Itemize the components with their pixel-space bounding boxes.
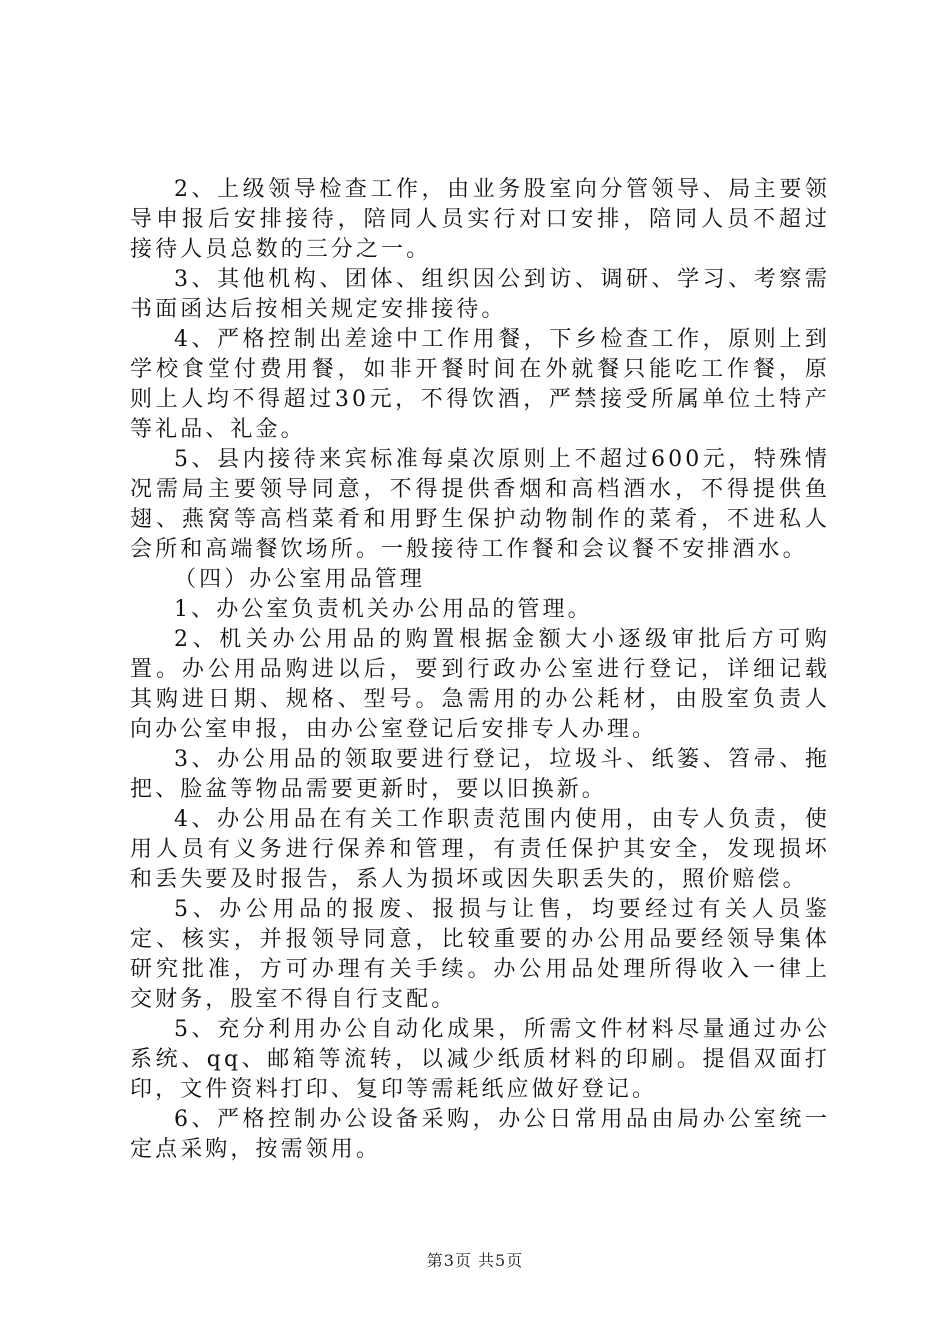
paragraph-supplies-collection: 3、办公用品的领取要进行登记，垃圾斗、纸篓、笤帚、拖把、脸盆等物品需要更新时，要以旧换新。 (130, 747, 830, 802)
paragraph-office-automation: 5、充分利用办公自动化成果，所需文件材料尽量通过办公系统、qq、邮箱等流转，以减少纸质材料的印刷。提倡双面打印，文件资料打印、复印等需耗纸应做好登记。 (130, 1017, 830, 1102)
paragraph-equipment-procurement: 6、严格控制办公设备采购，办公日常用品由局办公室统一定点采购，按需领用。 (130, 1107, 830, 1162)
document-body (130, 175, 830, 1165)
paragraph-travel-meals: 4、严格控制出差途中工作用餐，下乡检查工作，原则上到学校食堂付费用餐，如非开餐时间在外就餐只能吃工作餐，原则上人均不得超过30元，不得饮酒，严禁接受所属单位土特产等礼品、礼金。 (130, 327, 830, 442)
paragraph-supplies-disposal: 5、办公用品的报废、报损与让售，均要经过有关人员鉴定、核实，并报领导同意，比较重要的办公用品要经领导集体研究批准，方可办理有关手续。办公用品处理所得收入一律上交财务，股室不得自行支配。 (130, 897, 830, 1012)
section-heading-office-supplies: （四）办公室用品管理 (174, 567, 426, 592)
paragraph-reception-visits: 3、其他机构、团体、组织因公到访、调研、学习、考察需书面函达后按相关规定安排接待。 (130, 267, 830, 322)
paragraph-supplies-purchase: 2、机关办公用品的购置根据金额大小逐级审批后方可购置。办公用品购进以后，要到行政办公室进行登记，详细记载其购进日期、规格、型号。急需用的办公耗材，由股室负责人向办公室申报，由办公室登记后安排专人办理。 (130, 627, 830, 742)
page-footer: 第3页 共5页 (426, 1251, 524, 1270)
paragraph-supplies-management: 1、办公室负责机关办公用品的管理。 (174, 597, 593, 622)
paragraph-supplies-usage: 4、办公用品在有关工作职责范围内使用，由专人负责，使用人员有义务进行保养和管理，有责任保护其安全，发现损坏和丢失要及时报告，系人为损坏或因失职丢失的，照价赔偿。 (130, 807, 830, 892)
paragraph-reception-standard: 5、县内接待来宾标准每桌次原则上不超过600元，特殊情况需局主要领导同意，不得提供香烟和高档酒水，不得提供鱼翅、燕窝等高档菜肴和用野生保护动物制作的菜肴，不进私人会所和高端餐饮场所。一般接待工作餐和会议餐不安排酒水。 (130, 447, 830, 562)
paragraph-reception-inspection: 2、上级领导检查工作，由业务股室向分管领导、局主要领导申报后安排接待，陪同人员实行对口安排，陪同人员不超过接待人员总数的三分之一。 (130, 177, 830, 262)
